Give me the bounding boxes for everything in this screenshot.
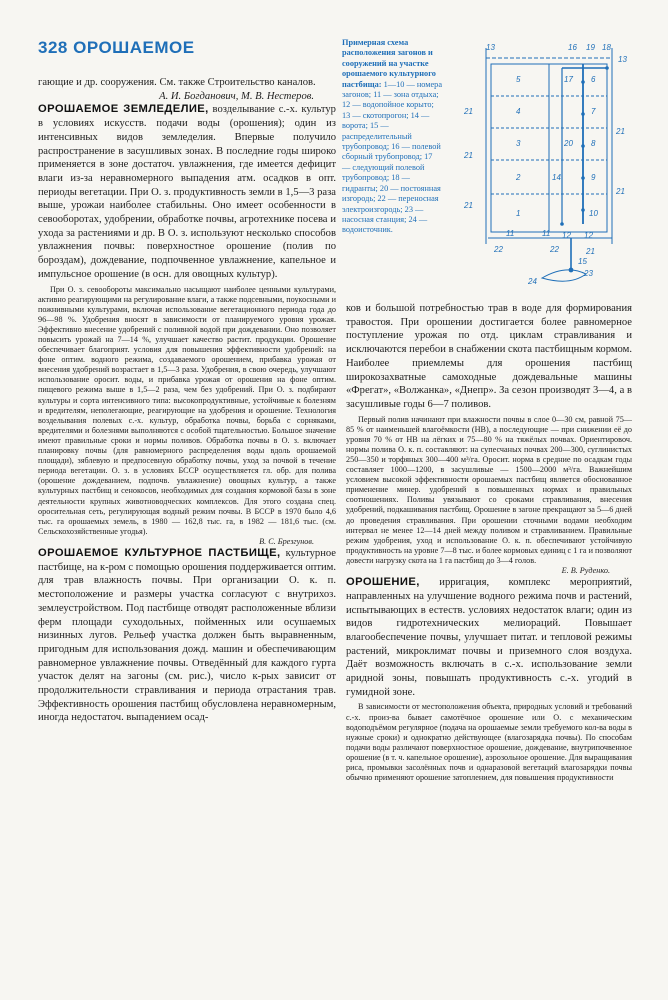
zemledelie-signature: В. С. Брезгунов. bbox=[259, 536, 314, 546]
figure-caption-head: Примерная схема расположения загонов и сооружений на участке орошаемого культурного пастбища: bbox=[342, 38, 436, 89]
headword-zemledelie: ОРОШАЕМОЕ ЗЕМЛЕДЕЛИЕ, bbox=[38, 103, 209, 116]
oroshenie-details: В зависимости от местоположения объекта, природных условий и требований с.-х. произ-ва бывает самотёчное орошение или О. с механическим водоподъёмом регулярное (подача на орошаемые земли требуемого кол-ва воды в нужные сроки) и однократно действующее (влагозарядка почвы). По способам подачи воды различают поверхностное орошение, дождевание, внутрипочвенное орошение (в т. ч. капельное орошение), аэрозольное орошение. Для выращивания риса, промывки засолённых почв и однаразовой вегетаций влагозарядки почвы обычно применяют орошение затоплением, для повышения продуктивности bbox=[346, 702, 632, 783]
left-column bbox=[38, 76, 336, 988]
label-23: 23 bbox=[584, 269, 593, 278]
paddock-10: 10 bbox=[589, 209, 598, 218]
paddock-2: 2 bbox=[516, 173, 521, 182]
page-title: ОРОШАЕМОЕ bbox=[73, 38, 195, 57]
entry-oroshenie bbox=[346, 576, 632, 699]
entry-zemledelie bbox=[38, 103, 336, 281]
pasture-layout-diagram bbox=[446, 38, 632, 300]
zemledelie-details: При О. з. севообороты максимально насыщают наиболее ценными культурами, активно реагирующими на регулирование влаги, а также подсевными, поукосными и пожнивными культурами, включая использование вегетационного периода года до 96—98 %. Удобрения вносят в зависимости от планируемого уровня урожая. Эффективно внесение удобрений с поливной водой при дождевании. Оно позволяет повысить урожай на 7—14 %, улучшает качество растит. продукции. Орошение обеспечивает благоприят. условия для повышения эффективности удобрений: на фоне оптим. водного режима, создаваемого орошением, прибавка урожая от внесения удобрений возрастает в 1,5—3 раза. Удобрения, в свою очередь, улучшают использование ороcит. воды, и прибавка урожая от орошения на фоне оптим. пищевого режима выше в 1,5—2 раза, чем без удобрений. При О. з. подбирают культуры и сорта интенсивного типа: высокопродуктивные, устойчивые к болезням и вредителям, неполегающие, реагирующие на удобрения и орошение. Технология возделывания полевых с.-х. культур, обработка почвы, борьба с сорняками, вредителями и болезнями выполняются с особой тщательностью. Большое значение имеют правильные сроки и нормы поливов. Обработка почвы в О. з. включает планировку почвы (для равномерного распределения воды вдоль орошаемой площади), зяблевую и предпосевную обработку почвы, уход за почвой в течение периода вегетации. О. з. в условиях БССР осуществляется гл. обр. для полива (орошение дождеванием, подпочв. увлажнение) овощных культур, а также культурных пастбищ и сенокосов, необходимых для создания кормовой базы в зоне деятельности крупных животноводческих комплексов. Для этого создана спец. оросительная сеть, регулирующая водный режим почвы. В БССР в 1970 было 4,6 тыс. га орошаемых земель, в 1980 — 162,8 тыс. га, в 1982 — 181,6 тыс. (см. Сельскохозяйственные угодья). bbox=[38, 284, 336, 536]
pastbishche-text: культурное пастбище, на к-ром с помощью орошения поддерживается оптим. для трав влажность почвы. При организации О. к. п. местоположение и размеры участка согласуют с внутрихоз. землеустройством. Под пастбище отводят расположенные вблизи ферм площади суходольных, пойменных или осушаемых низинных лугов. Рельеф участка должен быть выравненным, пригодным для использования дожд. машин и обеспечивающим равномерное увлажнение почвы. Отведённый для каждого гурта участок делят на загоны (см. рис.), число к-рых зависит от продолжительности стравливания и периода отрастания трав. Эффективность орошения пастбищ обусловлена неравномерным, иногда недостаточ. выпадением осад- bbox=[38, 547, 336, 724]
figure-caption bbox=[342, 38, 442, 236]
paddock-8: 8 bbox=[591, 139, 596, 148]
right-column bbox=[346, 302, 632, 988]
label-14: 14 bbox=[552, 173, 561, 182]
headword-oroshenie: ОРОШЕНИЕ, bbox=[346, 576, 420, 589]
label-21f: 21 bbox=[586, 247, 595, 256]
pastbishche-details: Первый полив начинают при влажности почвы в слое 0—30 см, равной 75—85 % от наименьшей влагоёмкости (НВ), а последующие — при снижении её до уровня 70 % от НВ на лёгких и 75—80 % на тяжёлых почвах. Ориентировоч. нормы полива О. к. п. составляют: на супесчаных почвах 200—300, суглинистых 250—350 и торфяных 300—400 м³/га. Оросит. норма в средние по осадкам годы составляет 1000—1200, в засушливые — 1500—2000 м³/га. Важнейшим условием высокой эффективности орошаемых пастбищ является обоснованное применение минер. удобрений в повышенных нормах и правильных соотношениях. Поливы увязывают со сроками стравливания, внесения удобрений, подкашивания пастбищ. Орошение в загоне прекращают за 5—6 дней до проведения стравливания. При орошении сточными водами необходим интервал не менее 12—14 дней между поливом и стравливанием. Правильные режим удобрения, уход и использование О. к. п. обеспечивают устойчивую продуктивность на уровне 7—8 тыс. и более кормовых единиц с 1 га и позволяют довести нагрузку скота на 1 га пастбищ до 3—4 голов. bbox=[346, 414, 632, 565]
label-22a: 22 bbox=[494, 245, 503, 254]
oroshenie-text: ирригация, комплекс мероприятий, направленных на улучшение водного режима почв и растений, испытывающих в естеств. условиях недостаток влаги; один из видов гидротехнических мелиораций. Повышает влагообеспечение почвы, улучшает питат. и тепловой режимы растений, микроклимат почвы и приземного слоя воздуха. Даёт возможность включать в с.-х. использование земли аридной зоны, повышать продуктивность с.-х. угодий в гумидной зоне. bbox=[346, 577, 632, 698]
paddock-3: 3 bbox=[516, 139, 521, 148]
label-21d: 21 bbox=[616, 187, 625, 196]
label-24: 24 bbox=[528, 277, 537, 286]
paddock-4: 4 bbox=[516, 107, 521, 116]
label-11b: 11 bbox=[542, 229, 551, 238]
page-number: 328 bbox=[38, 38, 68, 57]
label-20: 20 bbox=[564, 139, 573, 148]
water-source-shape bbox=[542, 270, 586, 281]
paddock-1: 1 bbox=[516, 209, 521, 218]
label-12a: 12 bbox=[562, 231, 571, 240]
continued-signature: А. И. Богданович, М. В. Нестеров. bbox=[159, 90, 314, 102]
label-15: 15 bbox=[578, 257, 587, 266]
label-21b: 21 bbox=[616, 127, 625, 136]
paddock-5: 5 bbox=[516, 75, 521, 84]
paddock-7: 7 bbox=[591, 107, 596, 116]
label-21a: 21 bbox=[464, 107, 473, 116]
zemledelie-intro: возделывание с.-х. культур в условиях искусств. подачи воды (орошения); один из интенсивных видов земледелия. Впервые получило распространение в засушливых зонах. В последние годы широко применяется в зоне достаточ. увлажнения, где имеется дефицит влаги из-за неравномерного выпадения атм. осадков в опт. периоды вегетации. При О. з. продуктивность земли в 1,5—3 раза выше, урожаи наиболее стабильны. Оно имеет особенности в севооборотах, удобрении, обработке почвы, агротехнике посева и ухода за растениями и др. В О. з. используют несколько способов увлажнения почвы: поверхностное орошение (полив по бороздам), дождевание, подпочвенное увлажнение, капельное и импульсное орошение (в осн. для овощных культур). bbox=[38, 104, 336, 280]
figure-caption-body: 1—10 — номера загонов; 11 — зона отдыха; 12 — водопойное корыто; 13 — скотопрогон; 14 — ворота; 15 — распределительный трубопровод; 16 — полевой сборный трубопровод; 17 — следующий полевой трубопровод; 18 — гидранты; 20 — постоянная изгородь; 22 — переносная электроизгородь; 23 — насосная станция; 24 — водоисточник. bbox=[342, 79, 443, 235]
headword-pastbishche: ОРОШАЕМОЕ КУЛЬТУРНОЕ ПАСТБИЩЕ, bbox=[38, 546, 281, 559]
label-22b: 22 bbox=[550, 245, 559, 254]
label-11a: 11 bbox=[506, 229, 515, 238]
label-13b: 13 bbox=[618, 55, 627, 64]
paddock-6: 6 bbox=[591, 75, 596, 84]
label-21e: 21 bbox=[464, 201, 473, 210]
label-12b: 12 bbox=[584, 231, 593, 240]
label-18: 18 bbox=[602, 43, 611, 52]
label-21c: 21 bbox=[464, 151, 473, 160]
paddock-9: 9 bbox=[591, 173, 596, 182]
entry-pastbishche bbox=[38, 547, 336, 725]
label-19: 19 bbox=[586, 43, 595, 52]
continued-text: гающие и др. сооружения. См. также Строительство каналов. bbox=[38, 77, 316, 88]
label-13a: 13 bbox=[486, 43, 495, 52]
page-header bbox=[38, 38, 195, 58]
pastbishche-signature: Е. В. Руденко. bbox=[561, 566, 610, 576]
label-17: 17 bbox=[564, 75, 573, 84]
label-16: 16 bbox=[568, 43, 577, 52]
pastbishche-continuation: ков и большой потребностью трав в воде для формирования травостоя. При орошении достигается более равномерное поступление урожая по отд. циклам стравливания и исключаются перебои в снабжении скота пастбищным кормом. Наиболее приемлемы для орошения пастбищ широкозахватные самоходные дождевальные машины «Фрегат», «Волжанка», «Днепр». За сезон производят 3—4, а в засушливые годы 6—7 поливов. bbox=[346, 303, 632, 410]
